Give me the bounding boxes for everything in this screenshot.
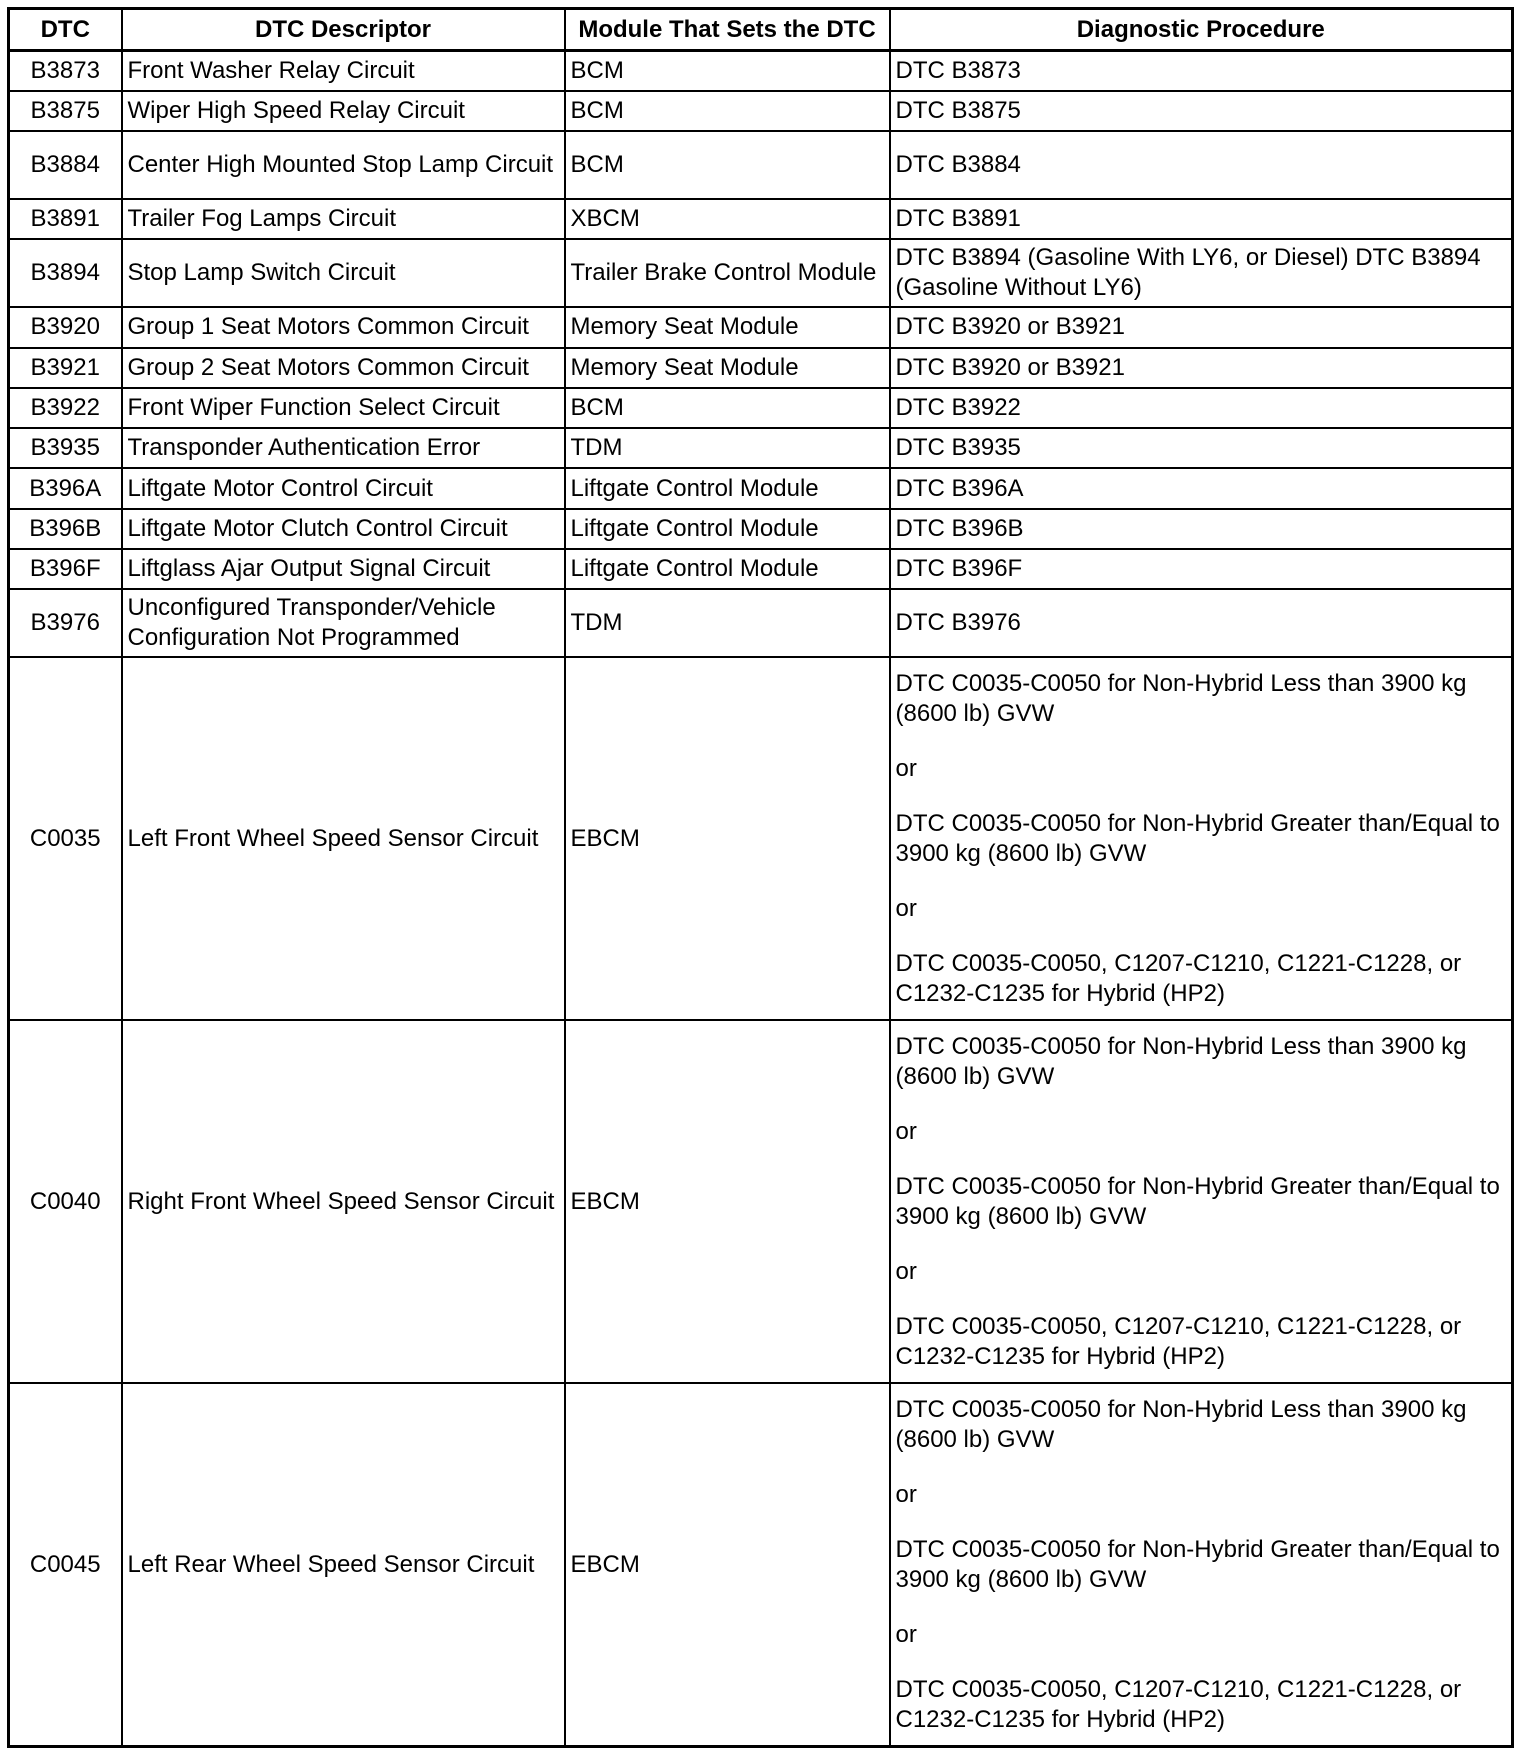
procedure-text: DTC C0035-C0050 for Non-Hybrid Less than 3900 kg (8600 lb) GVW: [895, 669, 1467, 727]
dtc-procedure: [890, 1383, 1513, 1746]
dtc-module: BCM: [565, 131, 890, 199]
dtc-code: B3884: [9, 131, 122, 199]
table-row: [9, 428, 1513, 468]
dtc-descriptor: Unconfigured Transponder/Vehicle Configuration Not Programmed: [122, 589, 565, 657]
dtc-procedure: [890, 657, 1513, 1020]
dtc-descriptor: Front Wiper Function Select Circuit: [122, 388, 565, 428]
dtc-code: B3873: [9, 51, 122, 91]
dtc-descriptor: Group 2 Seat Motors Common Circuit: [122, 348, 565, 388]
dtc-procedure: [890, 239, 1513, 307]
dtc-code: B3894: [9, 239, 122, 307]
procedure-text: DTC B3891: [895, 205, 1021, 233]
dtc-module: TDM: [565, 589, 890, 657]
header-procedure: Diagnostic Procedure: [890, 9, 1513, 51]
table-body: [9, 51, 1513, 1747]
dtc-module: BCM: [565, 91, 890, 131]
table-row: [9, 307, 1513, 347]
dtc-module: Memory Seat Module: [565, 307, 890, 347]
procedure-gap: [896, 924, 1507, 949]
procedure-text: or: [895, 1257, 917, 1285]
procedure-gap: [896, 1232, 1507, 1257]
dtc-code: B3922: [9, 388, 122, 428]
dtc-procedure: [890, 91, 1513, 131]
procedure-gap: [896, 1650, 1507, 1675]
procedure-text: DTC C0035-C0050, C1207-C1210, C1221-C1228, or C1232-C1235 for Hybrid (HP2): [895, 1312, 1462, 1370]
procedure-text: DTC B3920 or B3921: [895, 313, 1125, 341]
procedure-gap: [896, 1287, 1507, 1312]
dtc-module: Liftgate Control Module: [565, 509, 890, 549]
procedure-text: DTC C0035-C0050, C1207-C1210, C1221-C1228, or C1232-C1235 for Hybrid (HP2): [895, 1675, 1462, 1733]
procedure-text: DTC B3976: [895, 609, 1021, 637]
procedure-text: DTC C0035-C0050 for Non-Hybrid Less than 3900 kg (8600 lb) GVW: [895, 1032, 1467, 1090]
header-module: Module That Sets the DTC: [565, 9, 890, 51]
dtc-descriptor: Liftgate Motor Clutch Control Circuit: [122, 509, 565, 549]
dtc-descriptor: Liftglass Ajar Output Signal Circuit: [122, 549, 565, 589]
procedure-text: DTC B3875: [895, 96, 1021, 124]
table-row: [9, 509, 1513, 549]
procedure-text: DTC B3922: [895, 394, 1021, 421]
dtc-code: B3921: [9, 348, 122, 388]
procedure-text: DTC B396B: [895, 514, 1024, 542]
dtc-descriptor: Right Front Wheel Speed Sensor Circuit: [122, 1020, 565, 1383]
table-row: [9, 549, 1513, 589]
dtc-module: BCM: [565, 51, 890, 91]
dtc-procedure: [890, 348, 1513, 388]
table-row: [9, 51, 1513, 91]
procedure-text: DTC B396A: [895, 474, 1024, 502]
procedure-text: DTC C0035-C0050 for Non-Hybrid Less than 3900 kg (8600 lb) GVW: [895, 1395, 1467, 1453]
dtc-descriptor: Left Rear Wheel Speed Sensor Circuit: [122, 1383, 565, 1746]
table-row: [9, 239, 1513, 307]
dtc-code: B3976: [9, 589, 122, 657]
dtc-descriptor: Group 1 Seat Motors Common Circuit: [122, 307, 565, 347]
dtc-procedure: [890, 428, 1513, 468]
procedure-text: DTC C0035-C0050 for Non-Hybrid Greater than/Equal to 3900 kg (8600 lb) GVW: [895, 1172, 1500, 1230]
dtc-code: B3935: [9, 428, 122, 468]
procedure-text: DTC B396F: [895, 555, 1023, 583]
table-row: [9, 1383, 1513, 1746]
procedure-gap: [896, 729, 1507, 754]
dtc-module: XBCM: [565, 199, 890, 239]
dtc-descriptor: Center High Mounted Stop Lamp Circuit: [122, 131, 565, 199]
dtc-procedure: [890, 549, 1513, 589]
table-row: [9, 589, 1513, 657]
dtc-module: Memory Seat Module: [565, 348, 890, 388]
dtc-module: EBCM: [565, 1383, 890, 1746]
dtc-code: B396A: [9, 468, 122, 508]
procedure-text: DTC B3894 (Gasoline With LY6, or Diesel) DTC B3894 (Gasoline Without LY6): [895, 244, 1481, 302]
procedure-text: or: [895, 1117, 917, 1145]
procedure-gap: [896, 1092, 1507, 1117]
dtc-procedure: [890, 131, 1513, 199]
procedure-gap: [896, 1147, 1507, 1172]
table-row: [9, 91, 1513, 131]
dtc-module: EBCM: [565, 657, 890, 1020]
procedure-text: DTC B3920 or B3921: [895, 353, 1125, 381]
dtc-procedure: [890, 1020, 1513, 1383]
dtc-code: B3920: [9, 307, 122, 347]
procedure-gap: [896, 1595, 1507, 1620]
procedure-text: DTC C0035-C0050 for Non-Hybrid Greater than/Equal to 3900 kg (8600 lb) GVW: [895, 1535, 1500, 1593]
dtc-code: B3891: [9, 199, 122, 239]
procedure-text: or: [895, 894, 917, 922]
procedure-text: DTC C0035-C0050 for Non-Hybrid Greater than/Equal to 3900 kg (8600 lb) GVW: [895, 809, 1500, 867]
dtc-module: TDM: [565, 428, 890, 468]
table-row: [9, 388, 1513, 428]
dtc-module: BCM: [565, 388, 890, 428]
procedure-gap: [896, 1455, 1507, 1480]
header-row: [9, 9, 1513, 51]
table-row: [9, 199, 1513, 239]
dtc-code: B3875: [9, 91, 122, 131]
dtc-procedure: [890, 307, 1513, 347]
dtc-descriptor: Transponder Authentication Error: [122, 428, 565, 468]
dtc-descriptor: Front Washer Relay Circuit: [122, 51, 565, 91]
table-row: [9, 131, 1513, 199]
dtc-table: [7, 7, 1514, 1748]
table-row: [9, 657, 1513, 1020]
procedure-text: DTC B3935: [895, 434, 1021, 462]
table-header: [9, 9, 1513, 51]
dtc-procedure: [890, 509, 1513, 549]
dtc-procedure: [890, 51, 1513, 91]
dtc-code: C0040: [9, 1020, 122, 1383]
table-row: [9, 348, 1513, 388]
dtc-descriptor: Left Front Wheel Speed Sensor Circuit: [122, 657, 565, 1020]
procedure-gap: [896, 784, 1507, 809]
procedure-text: DTC B3873: [895, 56, 1021, 84]
dtc-code: C0035: [9, 657, 122, 1020]
dtc-module: Liftgate Control Module: [565, 549, 890, 589]
procedure-gap: [896, 1510, 1507, 1535]
table-row: [9, 1020, 1513, 1383]
dtc-procedure: [890, 199, 1513, 239]
procedure-gap: [896, 869, 1507, 894]
dtc-procedure: [890, 589, 1513, 657]
header-dtc: DTC: [9, 9, 122, 51]
dtc-descriptor: Wiper High Speed Relay Circuit: [122, 91, 565, 131]
dtc-module: EBCM: [565, 1020, 890, 1383]
dtc-module: Trailer Brake Control Module: [565, 239, 890, 307]
dtc-descriptor: Liftgate Motor Control Circuit: [122, 468, 565, 508]
dtc-procedure: [890, 468, 1513, 508]
dtc-descriptor: Trailer Fog Lamps Circuit: [122, 199, 565, 239]
dtc-code: B396B: [9, 509, 122, 549]
procedure-text: or: [895, 1620, 917, 1648]
dtc-code: B396F: [9, 549, 122, 589]
procedure-text: DTC B3884: [895, 151, 1021, 179]
table-row: [9, 468, 1513, 508]
dtc-descriptor: Stop Lamp Switch Circuit: [122, 239, 565, 307]
header-descriptor: DTC Descriptor: [122, 9, 565, 51]
dtc-procedure: [890, 388, 1513, 428]
dtc-code: C0045: [9, 1383, 122, 1746]
dtc-module: Liftgate Control Module: [565, 468, 890, 508]
procedure-text: DTC C0035-C0050, C1207-C1210, C1221-C1228, or C1232-C1235 for Hybrid (HP2): [895, 949, 1462, 1007]
procedure-text: or: [895, 1480, 917, 1508]
procedure-text: or: [895, 754, 917, 782]
